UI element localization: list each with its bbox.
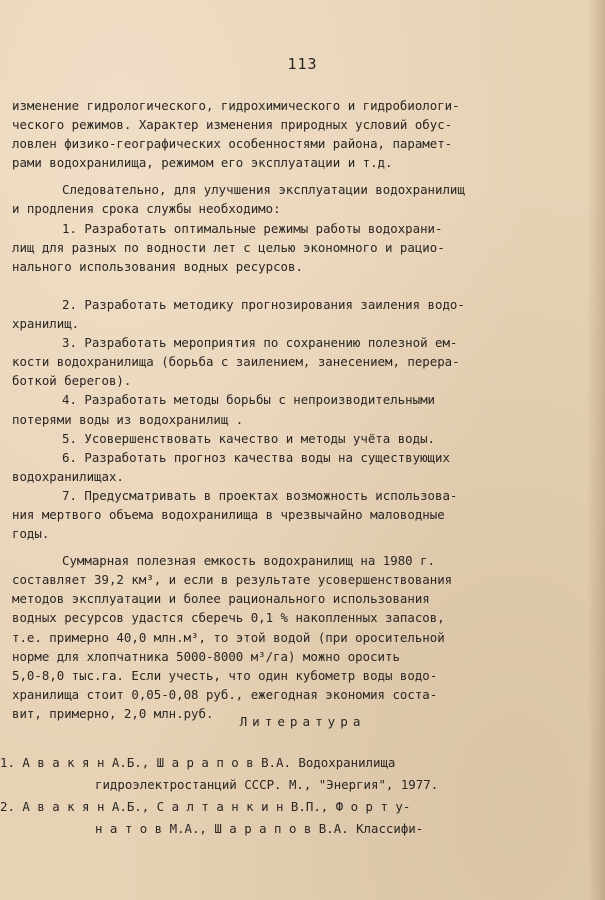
text-line: Следовательно, для улучшения эксплуатации водохранилищ <box>62 182 465 198</box>
text-line: годы. <box>12 526 50 542</box>
text-line: хранилищ. <box>12 316 80 332</box>
text-line: ния мертвого объема водохранилища в чрезвычайно маловодные <box>12 506 445 522</box>
text-line: нального использования водных ресурсов. <box>12 258 303 274</box>
text-line: потерями воды из водохранилищ . <box>12 411 244 427</box>
text-line: 4. Разработать методы борьбы с непроизводительными <box>62 392 435 408</box>
paragraph-gap <box>12 172 587 180</box>
text-line: лищ для разных по водности лет с целью экономного и рацио- <box>12 239 445 255</box>
text-line: хранилища стоит 0,05-0,08 руб., ежегодная экономия соста- <box>12 686 438 702</box>
paragraph-gap <box>12 543 587 551</box>
reference-continuation: н а т о в М.А., Ш а р а п о в В.А. Классифи- <box>95 821 424 836</box>
text-line: вит, примерно, 2,0 млн.руб. <box>12 705 214 721</box>
text-line: норме для хлопчатника 5000-8000 м³/га) можно оросить <box>12 648 400 664</box>
references-list <box>0 752 600 840</box>
reference-item: 1. А в а к я н А.Б., Ш а р а п о в В.А. Водохранилища <box>0 755 396 770</box>
text-line: и продления срока службы необходимо: <box>12 201 281 217</box>
text-line: методов эксплуатации и более рационального использования <box>12 591 430 607</box>
text-line: рами водохранилища, режимом его эксплуатации и т.д. <box>12 155 393 171</box>
text-line: 2. Разработать методику прогнозирования заиления водо- <box>62 296 465 312</box>
text-line: составляет 39,2 км³, и если в результате усовершенствования <box>12 572 453 588</box>
text-line: Суммарная полезная емкость водохранилищ на 1980 г. <box>62 553 435 569</box>
text-line: водохранилищах. <box>12 468 124 484</box>
text-line: кости водохранилища (борьба с заилением, занесением, перера- <box>12 354 460 370</box>
text-line: ловлен физико-географических особенностями района, парамет- <box>12 136 453 152</box>
text-line: 3. Разработать мероприятия по сохранению полезной ем- <box>62 335 458 351</box>
text-line: 5,0-8,0 тыс.га. Если учесть, что один кубометр воды водо- <box>12 667 438 683</box>
page-number: 113 <box>287 55 318 73</box>
text-line: ческого режимов. Характер изменения природных условий обус- <box>12 117 453 133</box>
text-line: т.е. примерно 40,0 млн.м³, то этой водой (при оросительной <box>12 629 445 645</box>
body-text <box>12 96 587 723</box>
text-line: изменение гидрологического, гидрохимического и гидробиологи- <box>12 98 460 113</box>
reference-continuation: гидроэлектростанций СССР. М., "Энергия", 1977. <box>95 777 439 792</box>
text-line: водных ресурсов удастся сберечь 0,1 % накопленных запасов, <box>12 610 445 626</box>
text-line: 6. Разработать прогноз качества воды на существующих <box>62 449 450 465</box>
page-edge-shadow <box>587 0 605 900</box>
text-line: боткой берегов). <box>12 373 132 389</box>
reference-item: 2. А в а к я н А.Б., С а л т а н к и н В.П., Ф о р т у- <box>0 799 411 814</box>
text-line: 5. Усовершенствовать качество и методы учёта воды. <box>62 430 435 446</box>
references-heading: Литература <box>239 714 366 729</box>
text-line: 1. Разработать оптимальные режимы работы водохрани- <box>62 220 443 236</box>
blank-line <box>12 276 587 295</box>
text-line: 7. Предусматривать в проектах возможность использова- <box>62 487 458 503</box>
